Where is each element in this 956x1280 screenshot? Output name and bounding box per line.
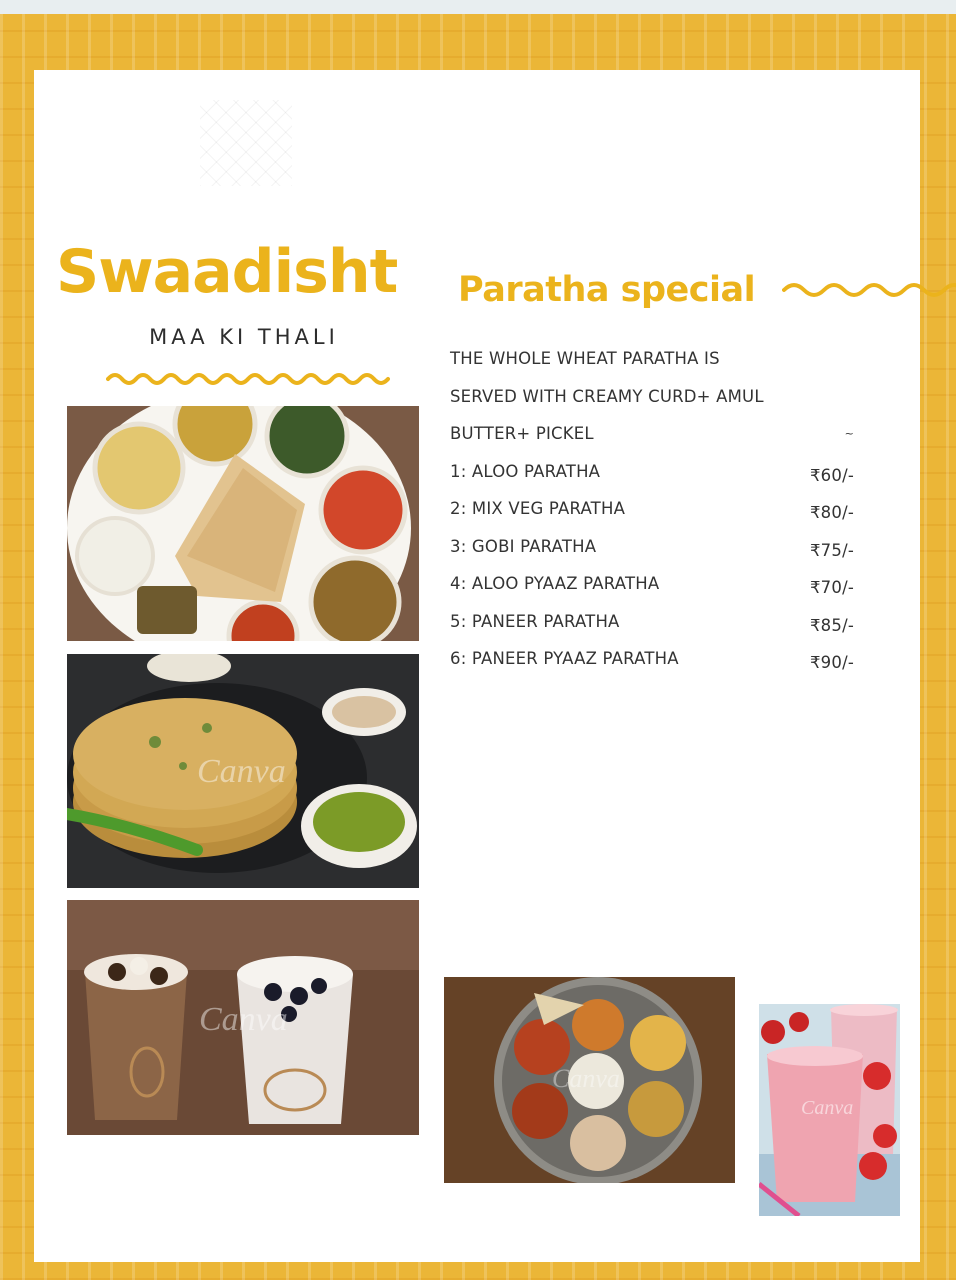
shakes-photo [67,900,419,1135]
menu-item [450,565,860,603]
menu-item [450,453,860,491]
watermark: Canva [199,1001,288,1038]
wavy-divider-left [106,370,390,388]
menu-item [450,603,860,641]
platter-photo [444,977,735,1183]
menu-item-name: 1: ALOO PARATHA [450,461,601,481]
menu-item-price: ₹90/- [809,653,854,672]
wavy-divider-right [782,278,956,302]
menu-item-name: 2: MIX VEG PARATHA [450,499,626,518]
section-title: Paratha special [458,270,756,310]
menu-item-name: 4: ALOO PYAAZ PARATHA [450,574,660,593]
watermark: Canva [552,1064,620,1093]
menu-item [450,490,860,528]
menu-item-name: 5: PANEER PARATHA [450,611,620,631]
watermark: Canva [197,753,286,790]
watermark: Canva [801,1097,854,1119]
menu-item-name: 6: PANEER PYAAZ PARATHA [450,649,679,668]
paratha-photo [67,654,419,888]
thali-photo [67,406,419,641]
brand-tagline: MAA KI THALI [149,325,339,349]
brand-name: Swaadisht [56,237,398,307]
menu-item [450,528,860,566]
menu-list [450,340,860,678]
menu-item-price: ₹85/- [809,615,854,635]
decorative-pattern [200,100,292,186]
menu-item-price: ₹75/- [809,540,854,560]
menu-item-name: 3: GOBI PARATHA [450,536,597,556]
description-line: THE WHOLE WHEAT PARATHA IS [450,349,720,368]
description-line: SERVED WITH CREAMY CURD+ AMUL [450,386,764,406]
menu-item [450,640,860,678]
menu-item-price: ₹70/- [809,578,854,597]
menu-item-price: ₹60/- [809,465,854,485]
description-mark: ~ [844,427,854,440]
description-line: BUTTER+ PICKEL ~ [450,415,860,453]
smoothie-photo [759,1004,900,1216]
menu-item-price: ₹80/- [809,503,854,522]
